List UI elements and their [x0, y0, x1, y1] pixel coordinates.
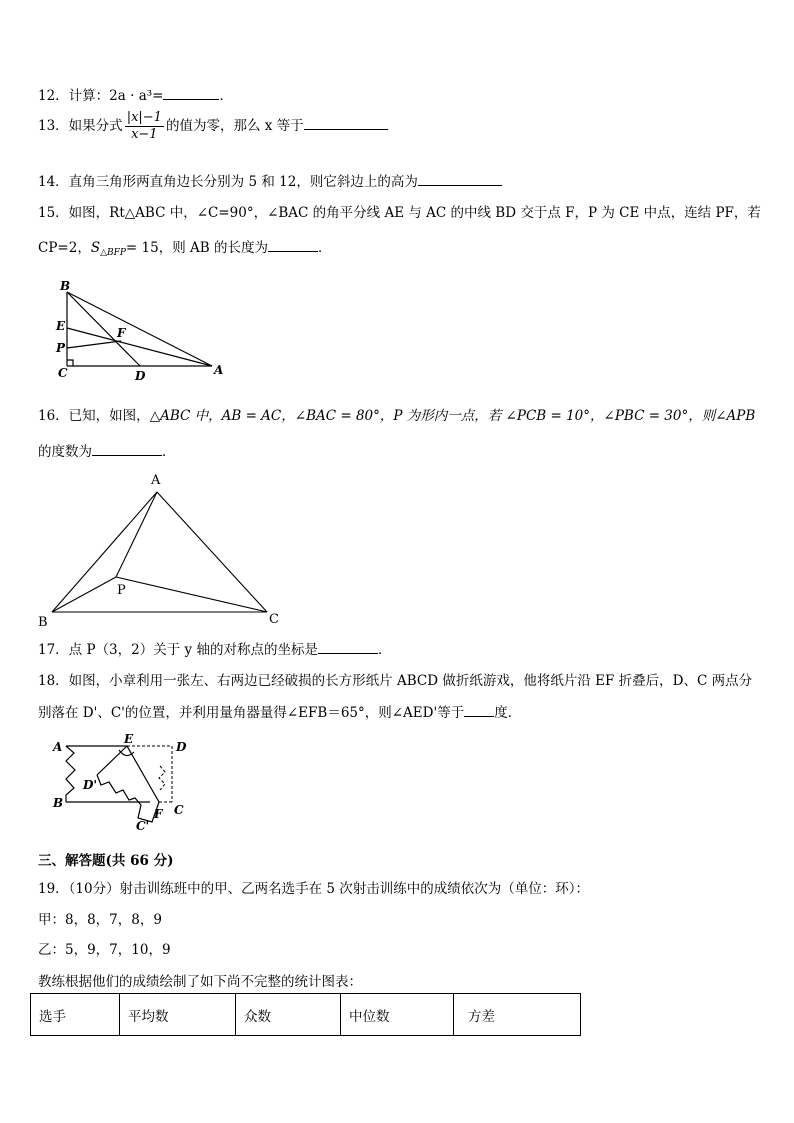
label-d-prime: D' — [83, 778, 98, 792]
label-b: B — [53, 796, 64, 810]
label-d: D — [135, 369, 146, 383]
label-f: F — [154, 807, 163, 821]
q19-line4: 教练根据他们的成绩绘制了如下尚不完整的统计图表： — [38, 974, 362, 990]
label-c: C — [174, 803, 184, 817]
q18-line2: 别落在 D'、C'的位置，并利用量角器量得∠EFB＝65°，则∠AED'等于 — [38, 705, 465, 721]
q15-line1: 15．如图，Rt△ABC 中，∠C=90°，∠BAC 的角平分线 AE 与 AC 的中线 BD 交于点 F，P 为 CE 中点，连结 PF，若 — [38, 205, 761, 221]
q13-prefix: 13．如果分式 — [38, 118, 123, 134]
stats-table — [30, 993, 581, 1036]
question-19-line-1 — [38, 877, 589, 897]
segment-ed-prime — [97, 746, 127, 775]
table-header-cell: 方差 — [454, 994, 581, 1036]
label-p: P — [117, 583, 126, 598]
label-a: A — [151, 473, 161, 488]
q12-end: ． — [219, 88, 233, 104]
label-a: A — [214, 363, 224, 377]
q15-end: ． — [317, 240, 332, 256]
q16-end: ． — [162, 444, 176, 460]
scores-yi — [38, 938, 171, 958]
q16-line2: 的度数为 — [38, 444, 92, 460]
q16-line1-a: 16．已知，如图， — [38, 408, 150, 424]
label-f: F — [117, 326, 126, 340]
table-header-cell: 平均数 — [120, 994, 236, 1036]
q13-suffix: 的值为零，那么 x 等于 — [165, 118, 304, 134]
q15-line2-b: = 15，则 AB 的长度为 — [125, 240, 268, 256]
label-e: E — [56, 319, 66, 333]
label-c-prime: C' — [136, 819, 150, 833]
q14-text: 14．直角三角形两直角边长分别为 5 和 12，则它斜边上的高为 — [38, 174, 418, 190]
label-p: P — [56, 341, 66, 355]
q12-text: 12．计算：2a · a³= — [38, 88, 164, 104]
label-c: C — [269, 612, 279, 627]
section-title — [38, 849, 173, 869]
label-d: D — [176, 740, 187, 754]
q17-text: 17．点 P（3，2）关于 y 轴的对称点的坐标是 — [38, 642, 318, 658]
section-title-text: 三、解答题(共 66 分) — [38, 853, 174, 869]
q18-end: 度． — [494, 705, 522, 721]
fraction-denominator: x−1 — [131, 127, 158, 142]
q18-line1: 18．如图，小章利用一张左、右两边已经破损的长方形纸片 ABCD 做折纸游戏，他将纸片沿 EF 折叠后，D、C 两点分 — [38, 673, 753, 689]
scores-jia-text: 甲：8，8，7，8，9 — [38, 912, 162, 928]
table-header-cell: 中位数 — [341, 994, 454, 1036]
table-header-cell: 选手 — [31, 994, 120, 1036]
label-e: E — [124, 732, 134, 746]
scores-jia — [38, 908, 162, 928]
q17-end: ． — [377, 642, 392, 658]
torn-left-edge — [66, 746, 75, 802]
question-19-line-4 — [38, 970, 362, 990]
label-b: B — [38, 615, 48, 630]
table-header-row — [31, 994, 581, 1036]
folded-torn-edge — [97, 775, 159, 822]
label-b: B — [60, 279, 71, 293]
scores-yi-text: 乙：5，9，7，10，9 — [38, 942, 171, 958]
area-symbol: S — [90, 240, 101, 256]
area-subscript: △BFP — [100, 248, 126, 258]
q19-line1: 19．（10分）射击训练班中的甲、乙两名选手在 5 次射击训练中的成绩依次为（单位：环）： — [38, 881, 590, 897]
fraction-numerator: |x|−1 — [126, 110, 162, 125]
label-c: C — [58, 366, 68, 380]
label-a: A — [53, 740, 63, 754]
q16-line1-b: △ABC 中，AB = AC，∠BAC = 80°，P 为形内一点，若 ∠PCB = 10°，∠PBC = 30°，则∠APB — [149, 408, 756, 424]
table-header-cell: 众数 — [236, 994, 341, 1036]
q15-line2-a: CP=2， — [38, 240, 91, 256]
dashed-torn-edge — [159, 766, 165, 790]
